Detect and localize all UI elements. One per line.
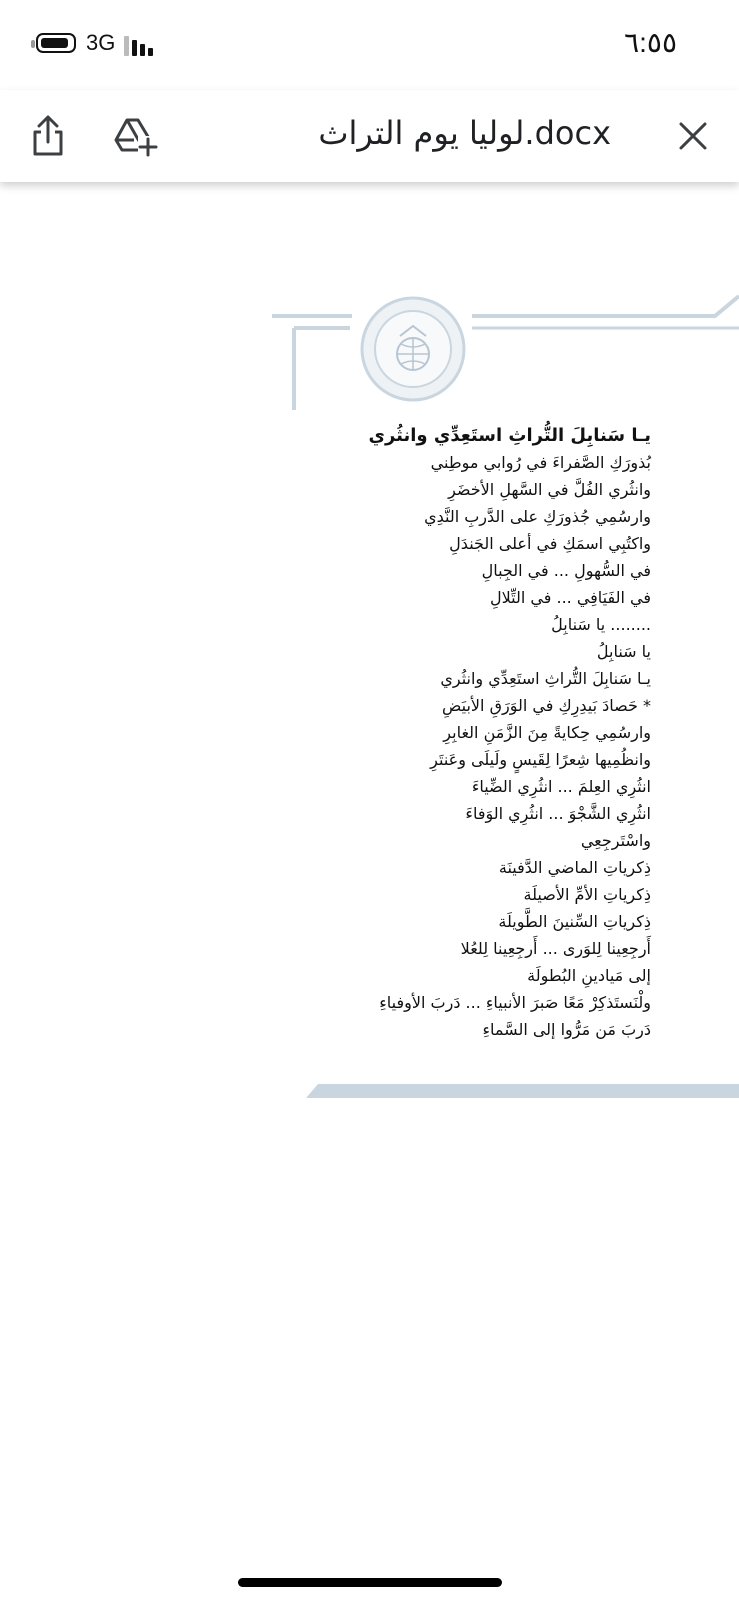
battery-cap bbox=[31, 40, 35, 48]
poem-line: ذِكرياتِ الأمِّ الأصيلَة bbox=[523, 885, 651, 904]
poem-line: وارسُمِي حِكايةً مِنَ الزَّمَنِ الغابِرِ bbox=[443, 723, 651, 742]
share-icon[interactable] bbox=[22, 110, 74, 162]
signal-strength-icon bbox=[124, 34, 158, 56]
poem-line: ذِكرياتِ السِّنينَ الطَّويلَة bbox=[498, 912, 651, 931]
add-to-drive-icon[interactable] bbox=[108, 110, 160, 162]
document-title: لوليا يوم التراث.docx bbox=[318, 114, 611, 152]
poem-line: ولْنَستَذكِرْ مَعًا صَبرَ الأنبياءِ ... دَربَ الأوفياءِ bbox=[379, 993, 651, 1012]
document-page[interactable] bbox=[0, 182, 739, 1600]
status-bar bbox=[0, 0, 739, 90]
poem-line: واسْتَرجِعِي bbox=[580, 831, 651, 850]
home-indicator[interactable] bbox=[238, 1578, 502, 1587]
poem-line: بُذورَكِ الصَّفراءَ في رُوابي موطِني bbox=[430, 453, 651, 472]
network-type: 3G bbox=[86, 30, 116, 55]
close-icon[interactable] bbox=[667, 110, 719, 162]
poem-line: في السُّهولِ ... في الجِبالِ bbox=[481, 561, 651, 580]
poem-line: في الفَيَافِي ... في التِّلالِ bbox=[490, 588, 651, 607]
status-time: ٦:٥٥ bbox=[624, 27, 677, 58]
poem-text bbox=[271, 422, 651, 1043]
poem-line: واكتُبِي اسمَكِ في أعلى الجَندَلِ bbox=[449, 534, 651, 553]
poem-line: إلى مَيادينِ البُطولَة bbox=[527, 966, 651, 985]
poem-line: ........ يا سَنابِلُ bbox=[551, 615, 651, 634]
poem-line: ذِكرياتِ الماضي الدَّفينَة bbox=[498, 858, 651, 877]
poem-line: انثُرِي العِلمَ ... انثُرِي الضِّياءَ bbox=[471, 777, 651, 796]
poem-title-line: يـا سَنابِلَ التُّراثِ استَعِدِّي وانثُري bbox=[368, 425, 651, 446]
poem-line: وارسُمِي جُذورَكِ على الدَّربِ النَّدِي bbox=[424, 507, 651, 526]
poem-line: يا سَنابِلُ bbox=[596, 642, 651, 661]
poem-line: دَربَ مَن مَرُّوا إلى السَّماءِ bbox=[482, 1020, 651, 1039]
school-logo bbox=[360, 296, 466, 402]
poem-line: وانظُمِيها شِعرًا لِقَيسٍ ولَيلَى وعَنتَرِ bbox=[430, 750, 651, 769]
poem-line: انثُرِي الشَّجْوَ ... انثُرِي الوَفاءَ bbox=[465, 804, 651, 823]
document-toolbar bbox=[0, 90, 739, 182]
poem-line: أَرجِعِينا لِلوَرى ... أَرجِعِينا لِلعُلا bbox=[460, 939, 651, 958]
poem-line: يـا سَنابِلَ التُّراثِ استَعِدِّي وانثُري bbox=[440, 669, 651, 688]
poem-line: وانثُري الفُلَّ في السَّهلِ الأخضَرِ bbox=[448, 480, 651, 499]
poem-line: * حَصادَ بَيدِرِكِ في الوَرَقِ الأبيَضِ bbox=[442, 696, 651, 715]
battery-icon bbox=[36, 33, 76, 53]
